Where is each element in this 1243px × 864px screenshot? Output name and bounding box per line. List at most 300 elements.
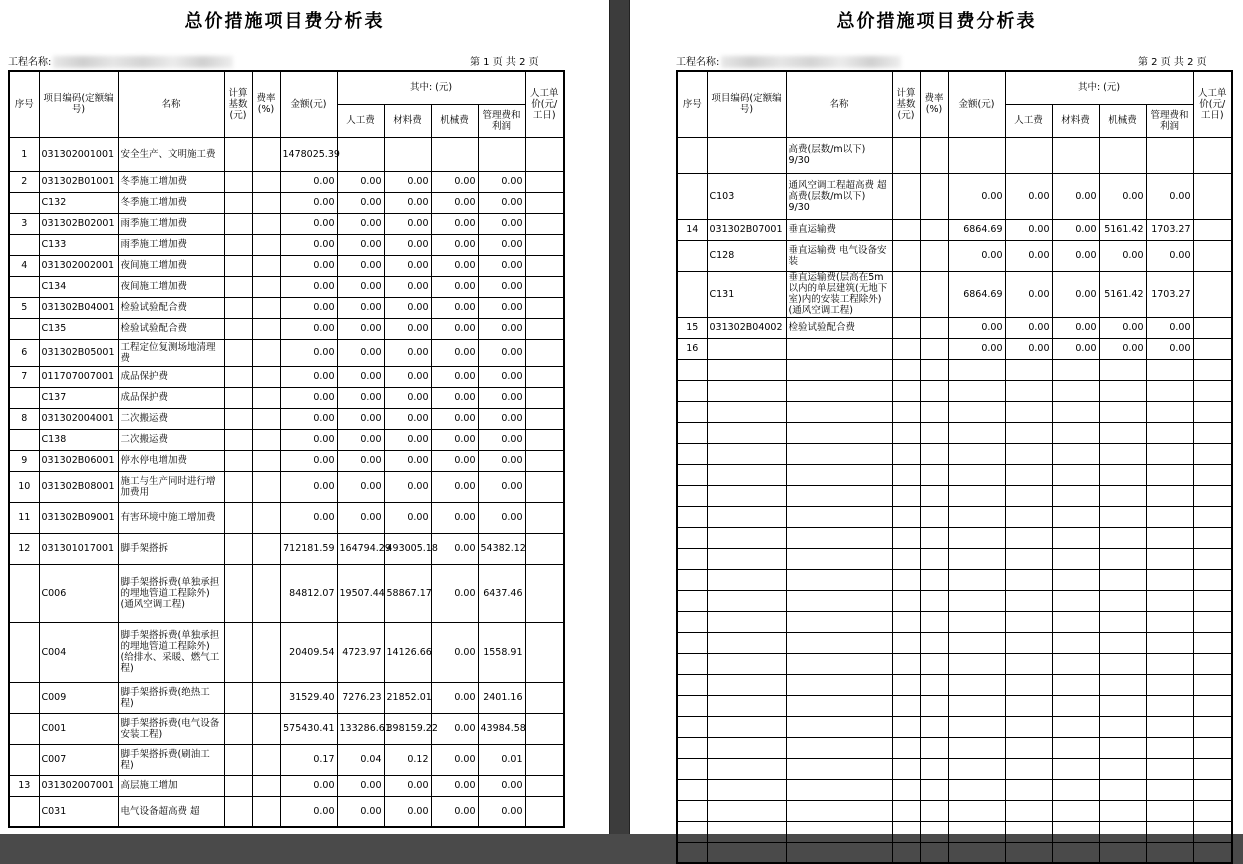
row-rate bbox=[252, 297, 280, 318]
row-rate bbox=[920, 821, 948, 842]
row-mgmt: 0.00 bbox=[478, 429, 525, 450]
row-material bbox=[1052, 674, 1099, 695]
row-unit-price bbox=[525, 276, 564, 297]
row-seq bbox=[677, 800, 707, 821]
empty-row bbox=[677, 800, 1232, 821]
row-rate bbox=[252, 744, 280, 775]
row-amount: 0.00 bbox=[280, 192, 337, 213]
row-code: 031302004001 bbox=[39, 408, 118, 429]
row-seq bbox=[677, 842, 707, 863]
row-mgmt: 0.00 bbox=[478, 408, 525, 429]
row-mgmt: 0.00 bbox=[478, 471, 525, 502]
row-unit-price bbox=[525, 234, 564, 255]
row-material: 0.00 bbox=[384, 775, 431, 796]
row-name: 夜间施工增加费 bbox=[118, 276, 224, 297]
row-name bbox=[786, 443, 892, 464]
row-amount bbox=[948, 485, 1005, 506]
row-base bbox=[892, 401, 920, 422]
empty-row bbox=[677, 695, 1232, 716]
row-base bbox=[892, 758, 920, 779]
row-seq bbox=[677, 611, 707, 632]
row-labor: 0.00 bbox=[1005, 271, 1052, 317]
row-base bbox=[224, 775, 252, 796]
row-material bbox=[1052, 527, 1099, 548]
row-code bbox=[707, 632, 786, 653]
header-name: 名称 bbox=[118, 71, 224, 137]
row-material: 0.00 bbox=[384, 387, 431, 408]
row-rate bbox=[920, 590, 948, 611]
row-rate bbox=[920, 527, 948, 548]
row-material bbox=[1052, 422, 1099, 443]
row-base bbox=[224, 429, 252, 450]
row-rate bbox=[252, 408, 280, 429]
row-mgmt bbox=[1146, 758, 1193, 779]
row-amount: 84812.07 bbox=[280, 564, 337, 622]
row-labor bbox=[1005, 653, 1052, 674]
row-material: 0.00 bbox=[384, 255, 431, 276]
row-base bbox=[892, 240, 920, 271]
row-code: C137 bbox=[39, 387, 118, 408]
row-seq bbox=[9, 744, 39, 775]
row-material bbox=[1052, 359, 1099, 380]
row-labor: 0.00 bbox=[337, 213, 384, 234]
row-unit-price bbox=[1193, 338, 1232, 359]
row-unit-price bbox=[525, 429, 564, 450]
row-mgmt: 54382.12 bbox=[478, 533, 525, 564]
row-base bbox=[224, 339, 252, 366]
row-material bbox=[1052, 716, 1099, 737]
row-base bbox=[892, 137, 920, 173]
row-machine: 0.00 bbox=[1099, 338, 1146, 359]
row-machine bbox=[1099, 821, 1146, 842]
row-unit-price bbox=[525, 192, 564, 213]
row-rate bbox=[920, 695, 948, 716]
header-unit-price: 人工单价(元/工日) bbox=[1193, 71, 1232, 137]
row-mgmt: 0.00 bbox=[478, 234, 525, 255]
row-mgmt bbox=[1146, 485, 1193, 506]
table-body-page-1 bbox=[9, 137, 564, 827]
row-code: 031302007001 bbox=[39, 775, 118, 796]
row-unit-price bbox=[1193, 485, 1232, 506]
row-base bbox=[224, 744, 252, 775]
row-base bbox=[892, 527, 920, 548]
row-name: 二次搬运费 bbox=[118, 408, 224, 429]
row-labor bbox=[1005, 401, 1052, 422]
row-base bbox=[892, 821, 920, 842]
header-code: 项目编码(定额编号) bbox=[707, 71, 786, 137]
row-machine bbox=[1099, 380, 1146, 401]
row-name bbox=[786, 800, 892, 821]
row-code bbox=[707, 611, 786, 632]
row-amount bbox=[948, 422, 1005, 443]
table-row bbox=[9, 713, 564, 744]
row-base bbox=[224, 137, 252, 171]
row-rate bbox=[920, 271, 948, 317]
empty-row bbox=[677, 401, 1232, 422]
row-seq bbox=[9, 796, 39, 827]
row-name: 雨季施工增加费 bbox=[118, 213, 224, 234]
row-amount: 0.00 bbox=[948, 338, 1005, 359]
row-amount bbox=[948, 674, 1005, 695]
row-labor bbox=[1005, 590, 1052, 611]
header-base: 计算基数(元) bbox=[224, 71, 252, 137]
row-rate bbox=[920, 317, 948, 338]
row-machine bbox=[431, 137, 478, 171]
row-labor bbox=[1005, 137, 1052, 173]
row-rate bbox=[920, 240, 948, 271]
row-machine: 0.00 bbox=[431, 213, 478, 234]
row-rate bbox=[920, 464, 948, 485]
row-labor: 0.00 bbox=[337, 429, 384, 450]
row-code: 031302B06001 bbox=[39, 450, 118, 471]
row-rate bbox=[920, 173, 948, 219]
row-unit-price bbox=[1193, 821, 1232, 842]
row-unit-price bbox=[1193, 401, 1232, 422]
row-rate bbox=[252, 622, 280, 682]
row-labor: 0.00 bbox=[1005, 338, 1052, 359]
row-labor bbox=[1005, 800, 1052, 821]
row-code bbox=[707, 758, 786, 779]
row-unit-price bbox=[525, 297, 564, 318]
row-unit-price bbox=[1193, 548, 1232, 569]
row-mgmt: 0.00 bbox=[478, 339, 525, 366]
header-of-which: 其中: (元) bbox=[337, 71, 525, 104]
row-labor bbox=[1005, 674, 1052, 695]
row-unit-price bbox=[1193, 317, 1232, 338]
row-machine: 0.00 bbox=[431, 171, 478, 192]
row-material: 58867.17 bbox=[384, 564, 431, 622]
row-name: 脚手架搭拆费(单独承担的埋地管道工程除外)(通风空调工程) bbox=[118, 564, 224, 622]
row-amount: 0.00 bbox=[948, 317, 1005, 338]
row-mgmt bbox=[1146, 842, 1193, 863]
row-machine bbox=[1099, 569, 1146, 590]
row-amount bbox=[948, 758, 1005, 779]
row-code: 031301017001 bbox=[39, 533, 118, 564]
project-label: 工程名称: bbox=[8, 57, 52, 68]
row-amount: 0.00 bbox=[280, 429, 337, 450]
row-material: 0.00 bbox=[384, 450, 431, 471]
row-seq bbox=[677, 240, 707, 271]
row-amount bbox=[948, 653, 1005, 674]
row-seq: 5 bbox=[9, 297, 39, 318]
header-material: 材料费 bbox=[384, 104, 431, 137]
row-rate bbox=[252, 192, 280, 213]
row-labor: 19507.44 bbox=[337, 564, 384, 622]
row-amount bbox=[948, 137, 1005, 173]
row-amount bbox=[948, 800, 1005, 821]
row-mgmt: 6437.46 bbox=[478, 564, 525, 622]
table-row bbox=[9, 775, 564, 796]
row-machine: 0.00 bbox=[431, 234, 478, 255]
row-base bbox=[892, 674, 920, 695]
row-name bbox=[786, 401, 892, 422]
row-name: 高层施工增加 bbox=[118, 775, 224, 796]
row-code: C001 bbox=[39, 713, 118, 744]
table-row bbox=[9, 796, 564, 827]
row-base bbox=[224, 276, 252, 297]
empty-row bbox=[677, 380, 1232, 401]
row-code bbox=[707, 401, 786, 422]
row-material bbox=[1052, 821, 1099, 842]
row-rate bbox=[920, 422, 948, 443]
row-labor bbox=[1005, 485, 1052, 506]
row-machine: 0.00 bbox=[431, 276, 478, 297]
row-mgmt bbox=[1146, 506, 1193, 527]
row-labor: 0.00 bbox=[1005, 240, 1052, 271]
row-code: 031302001001 bbox=[39, 137, 118, 171]
row-unit-price bbox=[525, 213, 564, 234]
row-amount: 0.00 bbox=[280, 171, 337, 192]
empty-row bbox=[677, 632, 1232, 653]
row-name bbox=[786, 842, 892, 863]
report-page-1 bbox=[0, 0, 609, 834]
row-unit-price bbox=[1193, 716, 1232, 737]
row-machine bbox=[1099, 758, 1146, 779]
row-seq bbox=[677, 527, 707, 548]
row-labor bbox=[1005, 611, 1052, 632]
row-machine: 0.00 bbox=[431, 408, 478, 429]
row-seq bbox=[9, 564, 39, 622]
row-name: 安全生产、文明施工费 bbox=[118, 137, 224, 171]
row-mgmt: 0.00 bbox=[478, 450, 525, 471]
row-base bbox=[224, 796, 252, 827]
row-amount: 0.00 bbox=[280, 234, 337, 255]
row-mgmt: 1558.91 bbox=[478, 622, 525, 682]
row-code bbox=[707, 137, 786, 173]
row-name bbox=[786, 653, 892, 674]
row-unit-price bbox=[1193, 569, 1232, 590]
row-rate bbox=[252, 775, 280, 796]
row-unit-price bbox=[525, 533, 564, 564]
row-rate bbox=[920, 779, 948, 800]
row-seq bbox=[677, 271, 707, 317]
row-seq: 10 bbox=[9, 471, 39, 502]
row-unit-price bbox=[525, 366, 564, 387]
row-mgmt: 0.00 bbox=[478, 318, 525, 339]
row-labor: 7276.23 bbox=[337, 682, 384, 713]
row-machine: 0.00 bbox=[431, 387, 478, 408]
row-seq: 8 bbox=[9, 408, 39, 429]
row-mgmt: 0.00 bbox=[478, 502, 525, 533]
row-labor: 0.04 bbox=[337, 744, 384, 775]
row-mgmt bbox=[1146, 821, 1193, 842]
row-name: 脚手架搭拆费(刷油工程) bbox=[118, 744, 224, 775]
row-unit-price bbox=[525, 471, 564, 502]
row-mgmt bbox=[1146, 422, 1193, 443]
row-labor: 133286.61 bbox=[337, 713, 384, 744]
row-amount: 0.00 bbox=[280, 387, 337, 408]
row-machine: 0.00 bbox=[431, 471, 478, 502]
row-rate bbox=[920, 219, 948, 240]
row-material bbox=[1052, 695, 1099, 716]
row-mgmt bbox=[1146, 548, 1193, 569]
header-code: 项目编码(定额编号) bbox=[39, 71, 118, 137]
row-material bbox=[1052, 380, 1099, 401]
row-base bbox=[224, 387, 252, 408]
row-code bbox=[707, 569, 786, 590]
row-labor: 0.00 bbox=[337, 192, 384, 213]
row-unit-price bbox=[1193, 240, 1232, 271]
row-unit-price bbox=[525, 796, 564, 827]
row-name: 垂直运输费(层高在5m以内的单层建筑(无地下室)内的安装工程除外)(通风空调工程) bbox=[786, 271, 892, 317]
table-row bbox=[677, 271, 1232, 317]
row-rate bbox=[920, 569, 948, 590]
row-rate bbox=[920, 338, 948, 359]
row-name bbox=[786, 569, 892, 590]
row-mgmt: 0.00 bbox=[478, 297, 525, 318]
row-unit-price bbox=[1193, 653, 1232, 674]
row-unit-price bbox=[1193, 590, 1232, 611]
row-base bbox=[892, 485, 920, 506]
row-seq bbox=[677, 758, 707, 779]
row-machine bbox=[1099, 632, 1146, 653]
row-rate bbox=[920, 485, 948, 506]
row-mgmt bbox=[1146, 380, 1193, 401]
row-labor: 0.00 bbox=[337, 171, 384, 192]
row-seq: 7 bbox=[9, 366, 39, 387]
row-amount: 0.00 bbox=[280, 276, 337, 297]
row-machine bbox=[1099, 611, 1146, 632]
row-unit-price bbox=[525, 137, 564, 171]
row-name: 雨季施工增加费 bbox=[118, 234, 224, 255]
row-base bbox=[224, 255, 252, 276]
row-name bbox=[786, 758, 892, 779]
table-row bbox=[9, 564, 564, 622]
row-material bbox=[1052, 611, 1099, 632]
row-seq bbox=[677, 173, 707, 219]
row-amount: 0.00 bbox=[280, 213, 337, 234]
header-of-which: 其中: (元) bbox=[1005, 71, 1193, 104]
header-rate: 费率(%) bbox=[920, 71, 948, 137]
row-name: 冬季施工增加费 bbox=[118, 171, 224, 192]
row-name: 脚手架搭拆费(绝热工程) bbox=[118, 682, 224, 713]
row-material: 0.00 bbox=[1052, 317, 1099, 338]
row-rate bbox=[920, 506, 948, 527]
row-amount: 0.00 bbox=[280, 796, 337, 827]
cost-table-page-1 bbox=[8, 70, 565, 828]
row-rate bbox=[252, 366, 280, 387]
row-base bbox=[224, 471, 252, 502]
row-mgmt bbox=[1146, 443, 1193, 464]
row-amount bbox=[948, 506, 1005, 527]
row-unit-price bbox=[525, 502, 564, 533]
row-material: 0.00 bbox=[384, 213, 431, 234]
row-name bbox=[786, 359, 892, 380]
row-seq bbox=[677, 137, 707, 173]
report-title: 总价措施项目费分析表 bbox=[836, 11, 1037, 32]
row-machine bbox=[1099, 800, 1146, 821]
row-labor: 0.00 bbox=[337, 796, 384, 827]
row-machine bbox=[1099, 464, 1146, 485]
page-number: 第 1 页 共 2 页 bbox=[470, 57, 539, 68]
row-base bbox=[224, 622, 252, 682]
row-rate bbox=[920, 443, 948, 464]
row-machine: 0.00 bbox=[431, 682, 478, 713]
row-base bbox=[892, 548, 920, 569]
table-row bbox=[9, 255, 564, 276]
row-machine bbox=[1099, 590, 1146, 611]
row-amount: 20409.54 bbox=[280, 622, 337, 682]
row-labor: 164794.29 bbox=[337, 533, 384, 564]
row-rate bbox=[920, 401, 948, 422]
row-code: C132 bbox=[39, 192, 118, 213]
row-base bbox=[224, 234, 252, 255]
row-code: C134 bbox=[39, 276, 118, 297]
row-code: 031302B02001 bbox=[39, 213, 118, 234]
row-seq bbox=[9, 387, 39, 408]
row-unit-price bbox=[1193, 380, 1232, 401]
row-base bbox=[892, 506, 920, 527]
row-amount bbox=[948, 611, 1005, 632]
row-unit-price bbox=[1193, 632, 1232, 653]
row-labor bbox=[1005, 527, 1052, 548]
row-name: 冬季施工增加费 bbox=[118, 192, 224, 213]
row-unit-price bbox=[1193, 359, 1232, 380]
row-material bbox=[1052, 506, 1099, 527]
row-material bbox=[1052, 443, 1099, 464]
row-seq bbox=[677, 380, 707, 401]
table-row bbox=[677, 338, 1232, 359]
row-base bbox=[892, 464, 920, 485]
row-unit-price bbox=[1193, 271, 1232, 317]
row-seq bbox=[677, 401, 707, 422]
row-rate bbox=[252, 502, 280, 533]
row-machine: 0.00 bbox=[1099, 240, 1146, 271]
row-base bbox=[892, 779, 920, 800]
row-mgmt: 0.00 bbox=[478, 213, 525, 234]
row-unit-price bbox=[525, 564, 564, 622]
row-labor: 0.00 bbox=[337, 775, 384, 796]
table-row bbox=[9, 276, 564, 297]
row-mgmt bbox=[1146, 464, 1193, 485]
row-rate bbox=[252, 255, 280, 276]
row-name: 有害环境中施工增加费 bbox=[118, 502, 224, 533]
row-machine: 0.00 bbox=[431, 297, 478, 318]
row-amount bbox=[948, 590, 1005, 611]
row-machine bbox=[1099, 842, 1146, 863]
row-name: 脚手架搭拆费(单独承担的埋地管道工程除外)(给排水、采暖、燃气工程) bbox=[118, 622, 224, 682]
row-base bbox=[224, 213, 252, 234]
project-label: 工程名称: bbox=[676, 57, 720, 68]
row-material bbox=[1052, 737, 1099, 758]
row-machine bbox=[1099, 401, 1146, 422]
row-unit-price bbox=[525, 339, 564, 366]
row-amount bbox=[948, 821, 1005, 842]
project-name bbox=[8, 53, 233, 68]
row-labor: 0.00 bbox=[337, 450, 384, 471]
header-base: 计算基数(元) bbox=[892, 71, 920, 137]
empty-row bbox=[677, 422, 1232, 443]
row-seq bbox=[9, 682, 39, 713]
table-row bbox=[9, 533, 564, 564]
row-material: 0.00 bbox=[1052, 271, 1099, 317]
row-labor: 0.00 bbox=[337, 366, 384, 387]
row-seq: 13 bbox=[9, 775, 39, 796]
row-labor bbox=[1005, 695, 1052, 716]
row-name: 垂直运输费 bbox=[786, 219, 892, 240]
row-amount: 0.00 bbox=[280, 297, 337, 318]
row-code bbox=[707, 380, 786, 401]
row-name: 脚手架搭拆费(电气设备安装工程) bbox=[118, 713, 224, 744]
row-machine: 0.00 bbox=[431, 450, 478, 471]
row-mgmt bbox=[1146, 590, 1193, 611]
row-amount: 0.00 bbox=[280, 450, 337, 471]
row-machine: 0.00 bbox=[431, 255, 478, 276]
row-code bbox=[707, 779, 786, 800]
row-name bbox=[786, 464, 892, 485]
row-material bbox=[1052, 569, 1099, 590]
empty-row bbox=[677, 590, 1232, 611]
